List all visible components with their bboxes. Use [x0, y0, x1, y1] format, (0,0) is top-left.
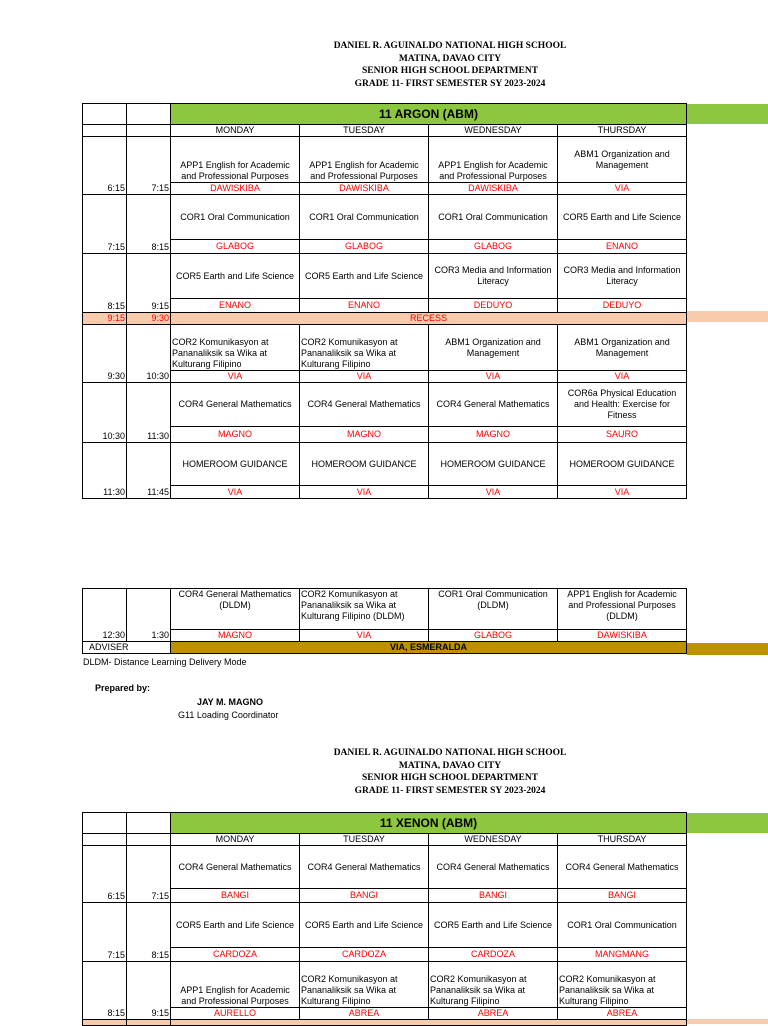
- teacher-cell: CARDOZA: [300, 948, 429, 962]
- subject-cell: HOMEROOM GUIDANCE: [429, 443, 558, 486]
- subject-cell: COR3 Media and Information Literacy: [558, 254, 687, 299]
- teacher-row: [83, 183, 687, 195]
- recess-band-extension: [687, 1019, 768, 1024]
- school-location: MATINA, DAVAO CITY: [398, 760, 502, 771]
- day-tuesday: TUESDAY: [300, 125, 429, 137]
- blank-cell: [83, 104, 127, 125]
- day-header-row: [83, 125, 687, 137]
- subject-cell: APP1 English for Academic and Professional Purposes: [171, 962, 300, 1008]
- dldm-row: [83, 589, 687, 630]
- teacher-cell: VIA: [429, 371, 558, 383]
- day-wednesday: WEDNESDAY: [429, 125, 558, 137]
- section-title-row: [83, 813, 687, 834]
- teacher-cell: VIA: [558, 371, 687, 383]
- teacher-cell: GLABOG: [429, 240, 558, 254]
- period-row: [83, 846, 687, 889]
- period-row: [83, 962, 687, 1008]
- teacher-cell: GLABOG: [171, 240, 300, 254]
- day-tuesday: TUESDAY: [300, 834, 429, 846]
- semester-title: GRADE 11- FIRST SEMESTER SY 2023-2024: [354, 785, 546, 796]
- subject-cell: COR5 Earth and Life Science: [300, 903, 429, 948]
- blank-cell: [83, 813, 127, 834]
- teacher-cell: GLABOG: [429, 630, 558, 642]
- end-time: 7:15: [127, 846, 171, 903]
- teacher-cell: VIA: [558, 183, 687, 195]
- teacher-cell: DEDUYO: [429, 299, 558, 313]
- period-row: [83, 325, 687, 371]
- teacher-cell: VIA: [171, 486, 300, 499]
- subject-cell: COR1 Oral Communication: [300, 195, 429, 240]
- teacher-cell: MANGMANG: [558, 948, 687, 962]
- teacher-row: [83, 240, 687, 254]
- subject-cell: COR2 Komunikasyon at Pananaliksik sa Wika at Kulturang Filipino: [171, 325, 300, 371]
- subject-cell: COR6a Physical Education and Health: Exercise for Fitness: [558, 383, 687, 427]
- section-title: 11 ARGON (ABM): [171, 104, 687, 125]
- subject-cell: COR1 Oral Communication: [558, 903, 687, 948]
- subject-cell: COR1 Oral Communication (DLDM): [429, 589, 558, 630]
- recess-band-extension: [687, 311, 768, 322]
- period-row: [83, 254, 687, 299]
- school-header-1: [180, 40, 720, 90]
- teacher-cell: ABREA: [300, 1008, 429, 1020]
- subject-cell: ABM1 Organization and Management: [558, 137, 687, 183]
- subject-cell: APP1 English for Academic and Professional Purposes: [429, 137, 558, 183]
- subject-cell: COR1 Oral Communication: [171, 195, 300, 240]
- section-title-row: [83, 104, 687, 125]
- day-thursday: THURSDAY: [558, 125, 687, 137]
- teacher-cell: BANGI: [171, 889, 300, 903]
- teacher-cell: DAWISKIBA: [300, 183, 429, 195]
- teacher-row: [83, 299, 687, 313]
- teacher-cell: MAGNO: [171, 630, 300, 642]
- argon-dldm-body: [83, 589, 687, 654]
- recess-cell: [171, 1020, 687, 1026]
- subject-cell: COR1 Oral Communication: [429, 195, 558, 240]
- subject-cell: COR2 Komunikasyon at Pananaliksik sa Wika at Kulturang Filipino: [558, 962, 687, 1008]
- start-time: 6:15: [83, 846, 127, 903]
- subject-cell: ABM1 Organization and Management: [429, 325, 558, 371]
- subject-cell: COR5 Earth and Life Science: [300, 254, 429, 299]
- start-time: 6:15: [83, 137, 127, 195]
- teacher-cell: DAWISKIBA: [558, 630, 687, 642]
- day-thursday: THURSDAY: [558, 834, 687, 846]
- xenon-schedule-body: [83, 813, 687, 1026]
- teacher-cell: BANGI: [558, 889, 687, 903]
- adviser-row: [83, 642, 687, 654]
- teacher-cell: VIA: [300, 486, 429, 499]
- blank-cell: [127, 125, 171, 137]
- period-row: [83, 383, 687, 427]
- section-title: 11 XENON (ABM): [171, 813, 687, 834]
- subject-cell: HOMEROOM GUIDANCE: [558, 443, 687, 486]
- subject-cell: COR4 General Mathematics: [558, 846, 687, 889]
- start-time: 9:30: [83, 325, 127, 383]
- subject-cell: COR2 Komunikasyon at Pananaliksik sa Wika at Kulturang Filipino: [300, 962, 429, 1008]
- start-time: 10:30: [83, 383, 127, 443]
- preparer-name: JAY M. MAGNO: [197, 697, 264, 707]
- day-wednesday: WEDNESDAY: [429, 834, 558, 846]
- subject-cell: COR5 Earth and Life Science: [429, 903, 558, 948]
- teacher-cell: VIA: [429, 486, 558, 499]
- teacher-row: [83, 630, 687, 642]
- school-location: MATINA, DAVAO CITY: [398, 53, 502, 64]
- teacher-row: [83, 427, 687, 443]
- subject-cell: COR5 Earth and Life Science: [558, 195, 687, 240]
- teacher-cell: AURELLO: [171, 1008, 300, 1020]
- school-department: SENIOR HIGH SCHOOL DEPARTMENT: [361, 773, 539, 783]
- blank-cell: [127, 813, 171, 834]
- period-row: [83, 137, 687, 183]
- teacher-cell: VIA: [558, 486, 687, 499]
- recess-row: [83, 313, 687, 325]
- subject-cell: COR4 General Mathematics: [429, 383, 558, 427]
- semester-title: GRADE 11- FIRST SEMESTER SY 2023-2024: [354, 78, 546, 89]
- school-department: SENIOR HIGH SCHOOL DEPARTMENT: [361, 66, 539, 76]
- end-time: 9:15: [127, 962, 171, 1020]
- subject-cell: COR4 General Mathematics: [171, 846, 300, 889]
- teacher-cell: VIA: [171, 371, 300, 383]
- period-row: [83, 903, 687, 948]
- start-time: 12:30: [83, 589, 127, 642]
- recess-label: RECESS: [171, 313, 687, 325]
- teacher-cell: SAURO: [558, 427, 687, 443]
- day-monday: MONDAY: [171, 834, 300, 846]
- recess-row: [83, 1020, 687, 1026]
- start-time: 8:15: [83, 962, 127, 1020]
- dldm-note: DLDM- Distance Learning Delivery Mode: [83, 657, 247, 667]
- subject-cell: COR3 Media and Information Literacy: [429, 254, 558, 299]
- school-name: DANIEL R. AGUINALDO NATIONAL HIGH SCHOOL: [333, 748, 567, 758]
- argon-schedule-body: [83, 104, 687, 499]
- subject-cell: COR4 General Mathematics: [171, 383, 300, 427]
- teacher-cell: ABREA: [429, 1008, 558, 1020]
- start-time: 8:15: [83, 254, 127, 313]
- teacher-cell: MAGNO: [429, 427, 558, 443]
- teacher-cell: VIA: [300, 371, 429, 383]
- recess-cell: [83, 1020, 127, 1026]
- teacher-cell: DAWISKIBA: [429, 183, 558, 195]
- blank-cell: [83, 834, 127, 846]
- adviser-band-extension: [687, 643, 768, 655]
- teacher-row: [83, 371, 687, 383]
- xenon-schedule-table: [82, 812, 687, 1026]
- subject-cell: COR5 Earth and Life Science: [171, 903, 300, 948]
- teacher-cell: ABREA: [558, 1008, 687, 1020]
- title-band-extension: [687, 813, 768, 833]
- blank-cell: [127, 834, 171, 846]
- teacher-cell: BANGI: [429, 889, 558, 903]
- teacher-cell: CARDOZA: [429, 948, 558, 962]
- period-row: [83, 195, 687, 240]
- teacher-cell: MAGNO: [300, 427, 429, 443]
- argon-dldm-table: [82, 588, 687, 654]
- recess-end-time: 9:30: [127, 313, 171, 325]
- teacher-cell: ENANO: [558, 240, 687, 254]
- subject-cell: HOMEROOM GUIDANCE: [171, 443, 300, 486]
- subject-cell: COR2 Komunikasyon at Pananaliksik sa Wika at Kulturang Filipino (DLDM): [300, 589, 429, 630]
- subject-cell: APP1 English for Academic and Professional Purposes: [171, 137, 300, 183]
- teacher-cell: CARDOZA: [171, 948, 300, 962]
- teacher-row: [83, 889, 687, 903]
- start-time: 7:15: [83, 903, 127, 962]
- end-time: 10:30: [127, 325, 171, 383]
- teacher-cell: BANGI: [300, 889, 429, 903]
- subject-cell: COR4 General Mathematics: [429, 846, 558, 889]
- end-time: 8:15: [127, 195, 171, 254]
- title-band-extension: [687, 104, 768, 124]
- subject-cell: COR2 Komunikasyon at Pananaliksik sa Wika at Kulturang Filipino: [429, 962, 558, 1008]
- start-time: 7:15: [83, 195, 127, 254]
- end-time: 7:15: [127, 137, 171, 195]
- blank-cell: [83, 125, 127, 137]
- teacher-cell: VIA: [300, 630, 429, 642]
- end-time: 11:45: [127, 443, 171, 499]
- end-time: 1:30: [127, 589, 171, 642]
- adviser-name: VIA, ESMERALDA: [171, 642, 687, 654]
- recess-start-time: 9:15: [83, 313, 127, 325]
- start-time: 11:30: [83, 443, 127, 499]
- subject-cell: COR4 General Mathematics: [300, 846, 429, 889]
- prepared-by-label: Prepared by:: [95, 683, 151, 693]
- teacher-cell: MAGNO: [171, 427, 300, 443]
- argon-schedule-table: [82, 103, 687, 499]
- subject-cell: HOMEROOM GUIDANCE: [300, 443, 429, 486]
- day-header-row: [83, 834, 687, 846]
- subject-cell: COR2 Komunikasyon at Pananaliksik sa Wika at Kulturang Filipino: [300, 325, 429, 371]
- teacher-cell: ENANO: [300, 299, 429, 313]
- subject-cell: COR4 General Mathematics (DLDM): [171, 589, 300, 630]
- subject-cell: APP1 English for Academic and Professional Purposes: [300, 137, 429, 183]
- subject-cell: ABM1 Organization and Management: [558, 325, 687, 371]
- recess-cell: [127, 1020, 171, 1026]
- preparer-role: G11 Loading Coordinator: [178, 710, 279, 720]
- day-monday: MONDAY: [171, 125, 300, 137]
- teacher-cell: GLABOG: [300, 240, 429, 254]
- teacher-row: [83, 1008, 687, 1020]
- school-name: DANIEL R. AGUINALDO NATIONAL HIGH SCHOOL: [333, 41, 567, 51]
- blank-cell: [127, 104, 171, 125]
- teacher-cell: DAWISKIBA: [171, 183, 300, 195]
- school-header-2: [180, 747, 720, 797]
- subject-cell: COR4 General Mathematics: [300, 383, 429, 427]
- teacher-cell: DEDUYO: [558, 299, 687, 313]
- teacher-row: [83, 486, 687, 499]
- subject-cell: COR5 Earth and Life Science: [171, 254, 300, 299]
- end-time: 9:15: [127, 254, 171, 313]
- period-row: [83, 443, 687, 486]
- subject-cell: APP1 English for Academic and Professional Purposes (DLDM): [558, 589, 687, 630]
- teacher-cell: ENANO: [171, 299, 300, 313]
- teacher-row: [83, 948, 687, 962]
- end-time: 8:15: [127, 903, 171, 962]
- adviser-label: ADVISER: [83, 642, 171, 654]
- end-time: 11:30: [127, 383, 171, 443]
